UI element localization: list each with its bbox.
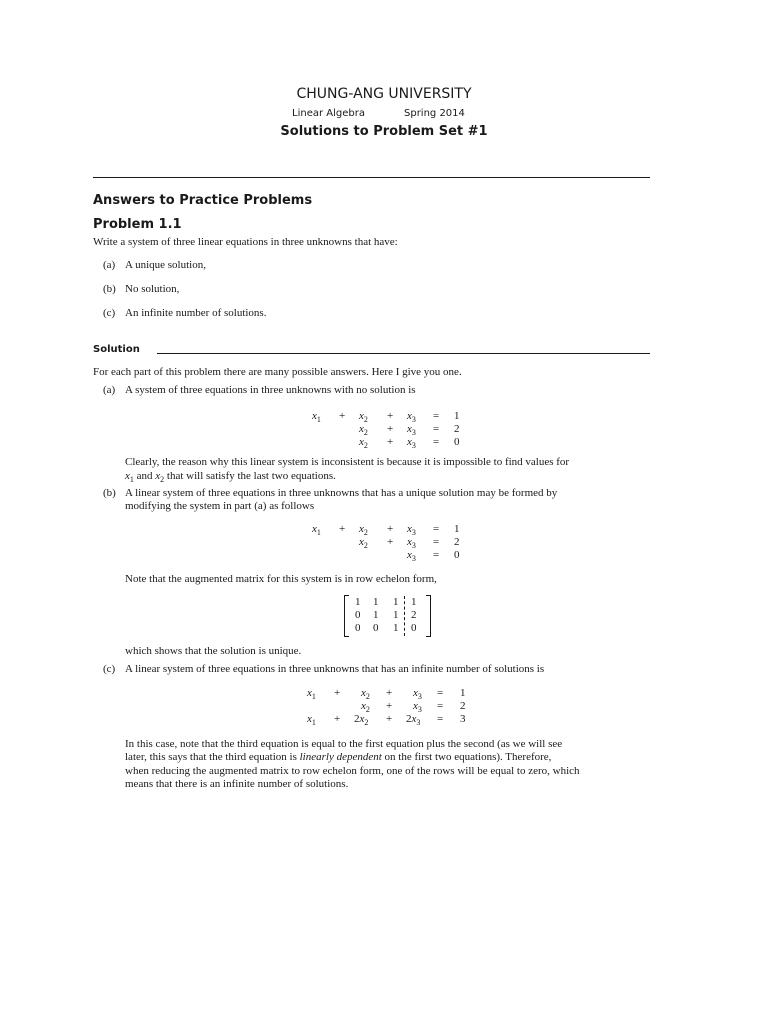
item-label-b: (b) bbox=[103, 283, 116, 295]
item-text-b: No solution, bbox=[125, 283, 180, 295]
solution-c-para-4: means that there is an infinite number of solutions. bbox=[125, 778, 349, 790]
document-title: Solutions to Problem Set #1 bbox=[280, 124, 488, 139]
system-a: $x_1$ + $x_2$ + $x_3$ = 1 $x_2$ + $x_3$ = 2 $x_2$ + $x_3$ = 0 bbox=[312, 410, 460, 451]
course-name: Linear Algebra bbox=[292, 108, 365, 119]
problem-prompt: Write a system of three linear equations in three unknowns that have: bbox=[93, 236, 398, 248]
solution-c-para-3: when reducing the augmented matrix to row echelon form, one of the rows will be equal to zero, which bbox=[125, 765, 580, 777]
solution-b-after: which shows that the solution is unique. bbox=[125, 645, 302, 657]
augmented-matrix: 1 1 1 1 0 1 1 2 0 0 1 0 bbox=[344, 595, 432, 637]
problem-title: Problem 1.1 bbox=[93, 217, 182, 232]
item-label-c: (c) bbox=[103, 307, 116, 319]
solution-c-para-1: In this case, note that the third equation is equal to the first equation plus the second (as we will see bbox=[125, 738, 563, 750]
solution-c-text: A linear system of three equations in three unknowns that has an infinite number of solutions is bbox=[125, 663, 545, 675]
matrix-right-bracket bbox=[426, 595, 431, 637]
solution-a-text: A system of three equations in three unknowns with no solution is bbox=[125, 384, 416, 396]
university-name: CHUNG-ANG UNIVERSITY bbox=[296, 86, 472, 102]
solution-rule bbox=[157, 353, 650, 354]
solution-a-explanation-2: $x_1$ and $x_2$ that will satisfy the last two equations. bbox=[125, 470, 336, 485]
item-label-a: (a) bbox=[103, 259, 116, 271]
solution-b-line-1: A linear system of three equations in three unknowns that has a unique solution may be formed by bbox=[125, 487, 558, 499]
matrix-left-bracket bbox=[344, 595, 349, 637]
item-text-c: An infinite number of solutions. bbox=[125, 307, 267, 319]
solution-intro: For each part of this problem there are many possible answers. Here I give you one. bbox=[93, 366, 462, 378]
solution-b-line-2: modifying the system in part (a) as follows bbox=[125, 500, 315, 512]
solution-c-para-2: later, this says that the third equation is linearly dependent on the first two equations). Therefore, bbox=[125, 751, 552, 763]
system-b: $x_1$ + $x_2$ + $x_3$ = 1 $x_2$ + $x_3$ = 2 $x_3$ = 0 bbox=[312, 523, 460, 564]
solution-a-explanation-1: Clearly, the reason why this linear system is inconsistent is because it is impossible to find values for bbox=[125, 456, 570, 468]
solution-heading: Solution bbox=[93, 344, 140, 355]
system-c: $x_1$ + $x_2$ + $x_3$ = 1 $x_2$ + $x_3$ = 2 $x_1$ + $2x_2$ + $2x_3$ = 3 bbox=[307, 687, 466, 728]
solution-b-note: Note that the augmented matrix for this system is in row echelon form, bbox=[125, 573, 437, 585]
item-text-a: A unique solution, bbox=[125, 259, 206, 271]
matrix-augment-line bbox=[404, 596, 405, 636]
solution-c-label: (c) bbox=[103, 663, 116, 675]
solution-b-label: (b) bbox=[103, 487, 116, 499]
solution-a-label: (a) bbox=[103, 384, 116, 396]
term: Spring 2014 bbox=[404, 108, 465, 119]
header-rule bbox=[93, 177, 650, 178]
section-heading: Answers to Practice Problems bbox=[93, 193, 313, 208]
